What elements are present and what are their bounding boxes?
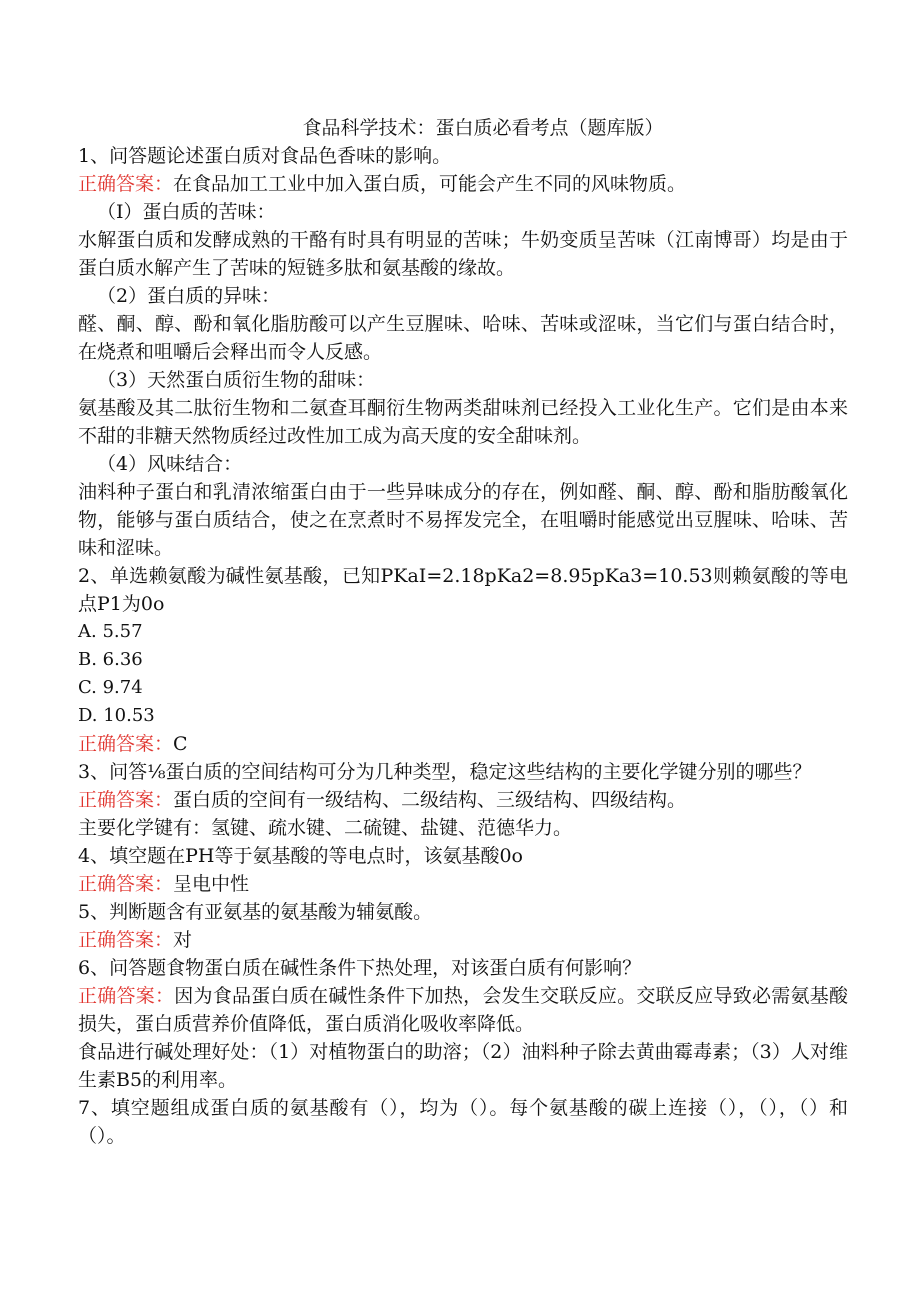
q6-answer bbox=[78, 982, 848, 1038]
q1-section2-heading: （2）蛋白质的异味： bbox=[97, 285, 281, 307]
q1-section1-heading: （I）蛋白质的苦味： bbox=[97, 201, 276, 223]
q4-question: 4、填空题在PH等于氨基酸的等电点时，该氨基酸0o bbox=[78, 845, 523, 867]
q1-section1-text: 水解蛋白质和发酵成熟的干酪有时具有明显的苦味；牛奶变质呈苦味（江南博哥）均是由于蛋白质水解产生了苦味的短链多肽和氨基酸的缘故。 bbox=[78, 229, 848, 279]
answer-label: 正确答案： bbox=[78, 873, 174, 895]
q2-answer-text: C bbox=[173, 733, 188, 755]
answer-label: 正确答案： bbox=[78, 789, 174, 811]
q1-answer-text: 在食品加工工业中加入蛋白质，可能会产生不同的风味物质。 bbox=[173, 173, 687, 195]
q3-answer bbox=[78, 786, 848, 814]
q2-answer bbox=[78, 730, 848, 758]
answer-label: 正确答案： bbox=[78, 733, 174, 755]
q5-question: 5、判断题含有亚氨基的氨基酸为辅氨酸。 bbox=[78, 901, 433, 923]
q1-section3-heading: （3）天然蛋白质衍生物的甜味： bbox=[97, 369, 376, 391]
q3-answer-text: 蛋白质的空间有一级结构、二级结构、三级结构、四级结构。 bbox=[173, 789, 687, 811]
answer-label: 正确答案： bbox=[78, 985, 175, 1007]
q3-answer-extra: 主要化学键有：氢键、疏水键、二硫键、盐键、范德华力。 bbox=[78, 817, 573, 839]
q1-section4-heading: （4）风味结合： bbox=[97, 453, 243, 475]
q2-option-c: C. 9.74 bbox=[78, 677, 143, 698]
q6-answer-text: 因为食品蛋白质在碱性条件下加热，会发生交联反应。交联反应导致必需氨基酸损失，蛋白质营养价值降低，蛋白质消化吸收率降低。 bbox=[78, 985, 848, 1035]
q1-section4-text: 油料种子蛋白和乳清浓缩蛋白由于一些异味成分的存在，例如醛、酮、醇、酚和脂肪酸氧化物，能够与蛋白质结合，使之在烹煮时不易挥发完全，在咀嚼时能感觉出豆腥味、哈味、苦味和涩味。 bbox=[78, 481, 848, 559]
document-content bbox=[78, 114, 848, 1150]
q1-section3-text: 氨基酸及其二肽衍生物和二氨查耳酮衍生物两类甜味剂已经投入工业化生产。它们是由本来不甜的非糖天然物质经过改性加工成为高天度的安全甜味剂。 bbox=[78, 397, 848, 447]
q5-answer bbox=[78, 926, 848, 954]
q1-question: 1、问答题论述蛋白质对食品色香味的影响。 bbox=[78, 145, 452, 167]
q2-option-a: A. 5.57 bbox=[78, 621, 143, 642]
page-title: 食品科学技术：蛋白质必看考点（题库版） bbox=[302, 117, 664, 139]
q7-question: 7、填空题组成蛋白质的氨基酸有（），均为（）。每个氨基酸的碳上连接（），（），（）和（）。 bbox=[78, 1097, 848, 1147]
q1-section2-text: 醛、酮、醇、酚和氧化脂肪酸可以产生豆腥味、哈味、苦味或涩味，当它们与蛋白结合时，在烧煮和咀嚼后会释出而令人反感。 bbox=[78, 313, 848, 363]
q2-option-b: B. 6.36 bbox=[78, 649, 143, 670]
q2-question: 2、单选赖氨酸为碱性氨基酸，已知PKaI=2.18pKa2=8.95pKa3=10.53则赖氨酸的等电点P1为0o bbox=[78, 565, 848, 615]
q6-answer-extra: 食品进行碱处理好处：（1）对植物蛋白的助溶；（2）油料种子除去黄曲霉毒素；（3）人对维生素B5的利用率。 bbox=[78, 1041, 848, 1091]
q6-question: 6、问答题食物蛋白质在碱性条件下热处理，对该蛋白质有何影响？ bbox=[78, 957, 642, 979]
q5-answer-text: 对 bbox=[173, 929, 193, 951]
q3-question: 3、问答⅛蛋白质的空间结构可分为几种类型，稳定这些结构的主要化学键分别的哪些？ bbox=[78, 761, 812, 783]
q1-answer bbox=[78, 170, 848, 198]
answer-label: 正确答案： bbox=[78, 173, 174, 195]
q2-option-d: D. 10.53 bbox=[78, 705, 155, 726]
q4-answer bbox=[78, 870, 848, 898]
q4-answer-text: 呈电中性 bbox=[173, 873, 250, 895]
answer-label: 正确答案： bbox=[78, 929, 174, 951]
